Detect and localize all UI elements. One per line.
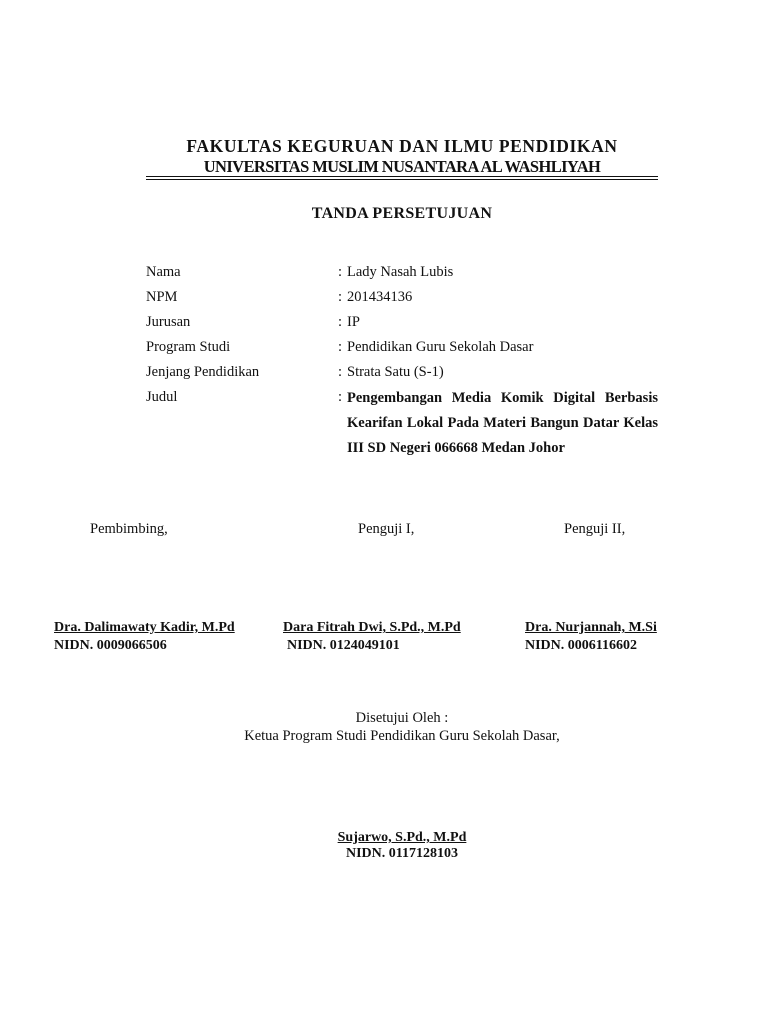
signatory-name-penguji-2: Dra. Nurjannah, M.Si <box>525 620 657 635</box>
header-rule-bottom <box>146 179 658 180</box>
field-value-jurusan: IP <box>347 314 360 330</box>
field-label-nama: Nama <box>146 264 181 280</box>
field-colon: : <box>338 389 343 405</box>
approver-nidn: NIDN. 0117128103 <box>345 846 458 861</box>
field-label-npm: NPM <box>146 289 178 305</box>
field-value-judul: Pengembangan Media Komik Digital Berbasis Kearifan Lokal Pada Materi Bangun Datar Kelas III SD Negeri 066668 Medan Johor <box>347 390 658 456</box>
field-label-program-studi: Program Studi <box>146 339 231 355</box>
header-rule-top <box>146 176 658 177</box>
field-label-jurusan: Jurusan <box>146 314 191 330</box>
field-value-npm: 201434136 <box>347 289 413 305</box>
signatory-nidn-pembimbing: NIDN. 0009066506 <box>54 638 167 653</box>
role-pembimbing: Pembimbing, <box>90 521 168 537</box>
field-label-judul: Judul <box>146 389 178 405</box>
field-colon: : <box>338 339 343 355</box>
approved-by-label: Disetujui Oleh : <box>355 710 449 726</box>
role-penguji-1: Penguji I, <box>358 521 415 537</box>
role-penguji-2: Penguji II, <box>564 521 626 537</box>
field-value-nama: Lady Nasah Lubis <box>347 264 454 280</box>
document-title: TANDA PERSETUJUAN <box>311 205 493 222</box>
field-colon: : <box>338 314 343 330</box>
signatory-name-pembimbing: Dra. Dalimawaty Kadir, M.Pd <box>54 620 235 635</box>
faculty-name: FAKULTAS KEGURUAN DAN ILMU PENDIDIKAN <box>186 136 618 156</box>
signatory-nidn-penguji-2: NIDN. 0006116602 <box>525 638 638 653</box>
field-label-jenjang: Jenjang Pendidikan <box>146 364 260 380</box>
field-colon: : <box>338 289 343 305</box>
field-colon: : <box>338 364 343 380</box>
field-value-jenjang: Strata Satu (S-1) <box>347 364 444 380</box>
signatory-nidn-penguji-1: NIDN. 0124049101 <box>287 638 400 653</box>
approver-name: Sujarwo, S.Pd., M.Pd <box>337 830 467 845</box>
field-value-program-studi: Pendidikan Guru Sekolah Dasar <box>347 339 534 355</box>
field-colon: : <box>338 264 343 280</box>
approver-name-wrap <box>0 828 768 846</box>
approver-position: Ketua Program Studi Pendidikan Guru Sekolah Dasar, <box>244 728 560 744</box>
university-name: UNIVERSITAS MUSLIM NUSANTARA AL WASHLIYAH <box>203 157 601 176</box>
signatory-name-penguji-1: Dara Fitrah Dwi, S.Pd., M.Pd <box>283 620 461 635</box>
